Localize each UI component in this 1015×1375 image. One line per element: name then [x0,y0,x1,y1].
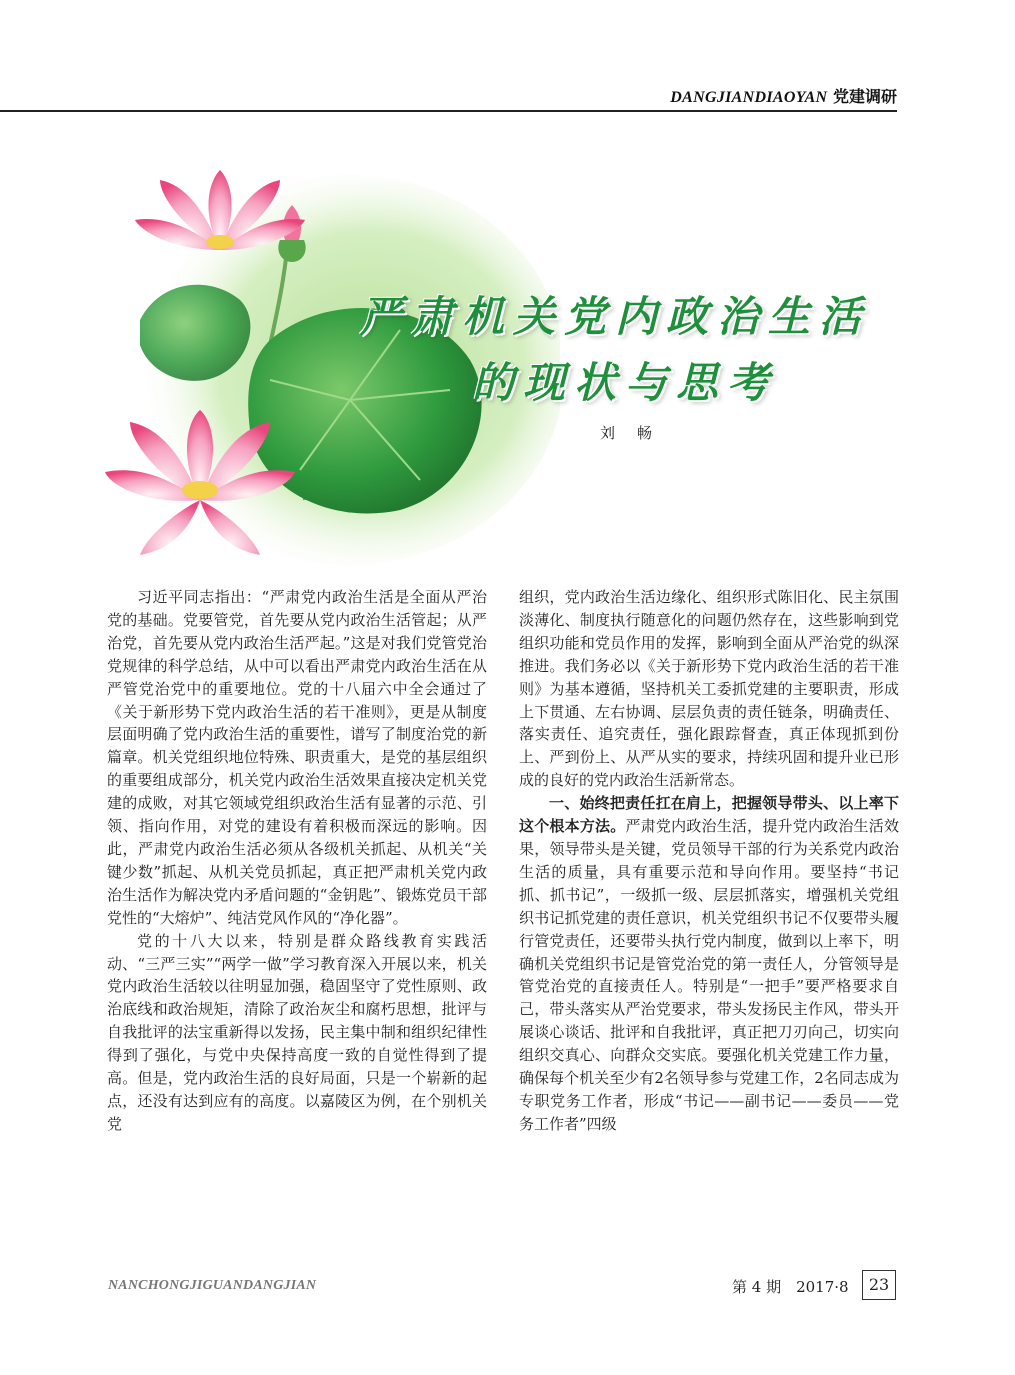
title-line-1: 严肃机关党内政治生活 [360,292,871,341]
page-number: 23 [862,1270,896,1300]
issue-info: 第 4 期 2017·8 [732,1278,849,1296]
journal-name: NANCHONGJIGUANDANGJIAN [108,1278,317,1293]
title-line-2: 的现状与思考 [472,358,779,407]
body-column-right [519,586,899,1136]
body-column-left [107,586,487,1136]
article-title [360,284,900,416]
paragraph-with-heading [519,792,899,1136]
paragraph: 党的十八大以来，特别是群众路线教育实践活动、“三严三实”“两学一做”学习教育深入开展以来，机关党内政治生活较以往明显加强，稳固坚守了党性原则、政治底线和政治规矩，清除了政治灰尘和腐朽思想，批评与自我批评的法宝重新得以发扬，民主集中制和组织纪律性得到了强化，与党中央保持高度一致的自觉性得到了提高。但是，党内政治生活的良好局面，只是一个崭新的起点，还没有达到应有的高度。以嘉陵区为例，在个别机关党 [107,931,487,1133]
paragraph: 组织，党内政治生活边缘化、组织形式陈旧化、民主氛围淡薄化、制度执行随意化的问题仍然存在，这些影响到党组织功能和党员作用的发挥，影响到全面从严治党的纵深推进。我们务必以《关于新形势下党内政治生活的若干准则》为基本遵循，坚持机关工委抓党建的主要职责，形成上下贯通、左右协调、层层负责的责任链条，明确责任、落实责任、追究责任，强化跟踪督查，真正体现抓到份上、严到份上、从严从实的要求，持续巩固和提升业已形成的良好的党内政治生活新常态。 [519,588,899,790]
header-latin: DANGJIANDIAOYAN [670,89,828,106]
header-rule [0,110,897,112]
paragraph: 习近平同志指出：“严肃党内政治生活是全面从严治党的基础。党要管党，首先要从党内政治生活管起；从严治党，首先要从党内政治生活严起。”这是对我们党管党治党规律的科学总结，从中可以看出严肃党内政治生活在从严管党治党中的重要地位。党的十八届六中全会通过了《关于新形势下党内政治生活的若干准则》，更是从制度层面明确了党内政治生活的重要性，谱写了制度治党的新篇章。机关党组织地位特殊、职责重大，是党的基层组织的重要组成部分，机关党内政治生活效果直接决定机关党建的成败，对其它领域党组织政治生活有显著的示范、引领、指向作用，对党的建设有着积极而深远的影响。因此，严肃党内政治生活必须从各级机关抓起、从机关“关键少数”抓起、从机关党员抓起，真正把严肃机关党内政治生活作为解决党内矛盾问题的“金钥匙”、锻炼党员干部党性的“大熔炉”、纯洁党风作风的“净化器”。 [107,588,487,927]
header-section: 党建调研 [832,87,897,106]
paragraph-text: 严肃党内政治生活，提升党内政治生活效果，领导带头是关键，党员领导干部的行为关系党内政治生活的质量，具有重要示范和导向作用。要坚持“书记抓、抓书记”，一级抓一级、层层抓落实，增强机关党组织书记抓党建的责任意识，机关党组织书记不仅要带头履行管党责任，还要带头执行党内制度，做到以上率下，明确机关党组织书记是管党治党的第一责任人，分管领导是管党治党的直接责任人。特别是“一把手”要严格要求自己，带头落实从严治党要求，带头发扬民主作风，带头开展谈心谈话、批评和自我批评，真正把刀刃向己，切实向组织交真心、向群众交实底。要强化机关党建工作力量，确保每个机关至少有2名领导参与党建工作，2名同志成为专职党务工作者，形成“书记——副书记——委员——党务工作者”四级 [519,817,899,1133]
running-header [0,84,897,107]
author-name: 刘畅 [600,424,675,442]
section-heading: 一、始终把责任扛在肩上，把握领导带头、以上率下这个根本方法。 [519,794,899,836]
